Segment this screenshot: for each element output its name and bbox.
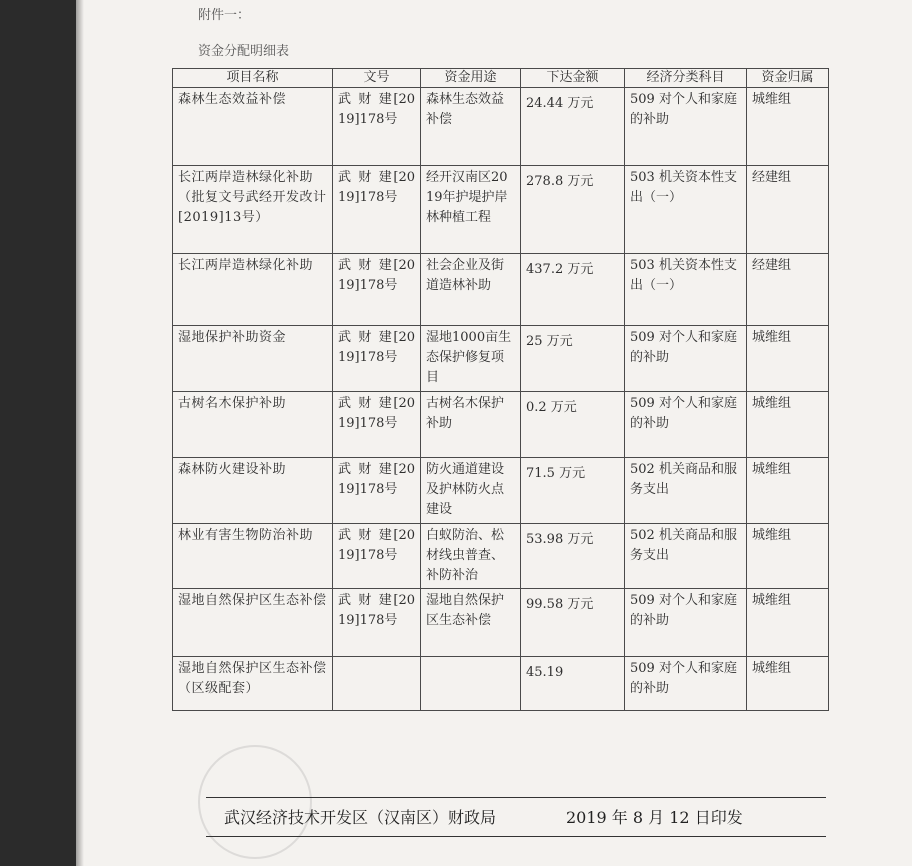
table-row: [173, 589, 829, 657]
page-edge-shadow: [76, 0, 84, 866]
category-cell: 503 机关资本性支出（一）: [630, 258, 737, 293]
amount-cell: 53.98 万元: [526, 532, 594, 547]
fund-usage-cell: 社会企业及街道造林补助: [426, 258, 505, 293]
doc-number-cell: 武 财 建[2019]178号: [338, 170, 415, 205]
footer-bottom-rule: [206, 836, 826, 837]
issuer-text: 武汉经济技术开发区（汉南区）财政局: [224, 808, 497, 827]
owner-cell: 城维组: [752, 92, 792, 107]
table-row: [173, 326, 829, 392]
doc-number-cell: 武 财 建[2019]178号: [338, 462, 415, 497]
column-header: 资金用途: [421, 69, 521, 88]
project-name-cell: 古树名木保护补助: [178, 396, 287, 411]
doc-number-cell: 武 财 建[2019]178号: [338, 330, 415, 365]
project-name-cell: 森林生态效益补偿: [178, 92, 287, 107]
footer-top-rule: [206, 797, 826, 798]
project-name-cell: 长江两岸造林绿化补助（批复文号武经开发改计[2019]13号）: [178, 170, 327, 225]
doc-number-cell: 武 财 建[2019]178号: [338, 593, 415, 628]
project-name-cell: 湿地自然保护区生态补偿: [178, 593, 327, 608]
project-name-cell: 湿地自然保护区生态补偿（区级配套）: [178, 661, 327, 696]
fund-usage-cell: 森林生态效益补偿: [426, 92, 505, 127]
owner-cell: 城维组: [752, 462, 792, 477]
doc-number-cell: 武 财 建[2019]178号: [338, 92, 415, 127]
table-row: [173, 392, 829, 458]
fund-usage-cell: 湿地1000亩生态保护修复项目: [426, 330, 512, 385]
issue-date: 2019 年 8 月 12 日印发: [566, 808, 743, 827]
attachment-label: 附件一：: [198, 8, 251, 23]
project-name-cell: 长江两岸造林绿化补助: [178, 258, 314, 273]
amount-cell: 71.5 万元: [526, 466, 586, 481]
category-cell: 509 对个人和家庭的补助: [630, 92, 737, 127]
project-name-cell: 湿地保护补助资金: [178, 330, 287, 345]
doc-number-cell: 武 财 建[2019]178号: [338, 528, 415, 563]
category-cell: 509 对个人和家庭的补助: [630, 330, 737, 365]
owner-cell: 经建组: [752, 258, 792, 273]
category-cell: 503 机关资本性支出（一）: [630, 170, 737, 205]
amount-cell: 437.2 万元: [526, 262, 594, 277]
fund-usage-cell: 白蚁防治、松材线虫普查、补防补治: [426, 528, 505, 583]
owner-cell: 城维组: [752, 661, 792, 676]
owner-cell: 城维组: [752, 593, 792, 608]
table-row: [173, 524, 829, 589]
document-page: [76, 0, 912, 866]
table-row: [173, 458, 829, 524]
category-cell: 502 机关商品和服务支出: [630, 462, 737, 497]
fund-usage-cell: 经开汉南区2019年护堤护岸林种植工程: [426, 170, 508, 225]
amount-cell: 24.44 万元: [526, 96, 594, 111]
owner-cell: 城维组: [752, 396, 792, 411]
owner-cell: 城维组: [752, 330, 792, 345]
fund-usage-cell: 古树名木保护补助: [426, 396, 505, 431]
amount-cell: 278.8 万元: [526, 174, 594, 189]
category-cell: 509 对个人和家庭的补助: [630, 396, 737, 431]
amount-cell: 25 万元: [526, 334, 573, 349]
table-row: [173, 88, 829, 166]
allocation-table: [172, 68, 829, 711]
faded-stamp: [198, 745, 312, 859]
table-title: 资金分配明细表: [198, 44, 290, 59]
column-header: 项目名称: [173, 69, 333, 88]
table-row: [173, 657, 829, 711]
doc-number-cell: 武 财 建[2019]178号: [338, 258, 415, 293]
column-header: 下达金额: [521, 69, 625, 88]
column-header: 资金归属: [747, 69, 829, 88]
column-header: 经济分类科目: [625, 69, 747, 88]
doc-number-cell: 武 财 建[2019]178号: [338, 396, 415, 431]
table-row: [173, 254, 829, 326]
table-header-row: [173, 69, 829, 88]
fund-usage-cell: 防火通道建设及护林防火点建设: [426, 462, 505, 517]
amount-cell: 99.58 万元: [526, 597, 594, 612]
amount-cell: 0.2 万元: [526, 400, 577, 415]
table-row: [173, 166, 829, 254]
category-cell: 509 对个人和家庭的补助: [630, 593, 737, 628]
project-name-cell: 森林防火建设补助: [178, 462, 287, 477]
fund-usage-cell: 湿地自然保护区生态补偿: [426, 593, 505, 628]
category-cell: 502 机关商品和服务支出: [630, 528, 737, 563]
column-header: 文号: [333, 69, 421, 88]
owner-cell: 城维组: [752, 528, 792, 543]
category-cell: 509 对个人和家庭的补助: [630, 661, 737, 696]
amount-cell: 45.19: [526, 665, 564, 680]
project-name-cell: 林业有害生物防治补助: [178, 528, 314, 543]
owner-cell: 经建组: [752, 170, 792, 185]
